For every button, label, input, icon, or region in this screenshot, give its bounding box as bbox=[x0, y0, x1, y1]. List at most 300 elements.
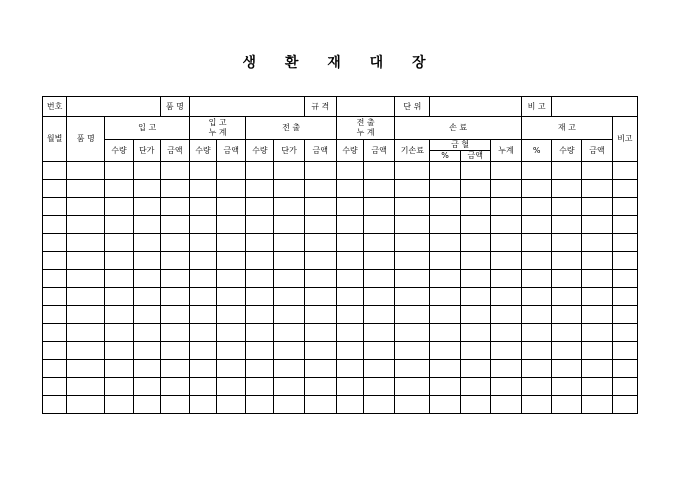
table-cell[interactable] bbox=[189, 216, 216, 234]
table-cell[interactable] bbox=[460, 198, 490, 216]
table-cell[interactable] bbox=[160, 252, 189, 270]
table-cell[interactable] bbox=[67, 324, 105, 342]
table-cell[interactable] bbox=[552, 360, 582, 378]
table-cell[interactable] bbox=[189, 162, 216, 180]
table-cell[interactable] bbox=[582, 324, 612, 342]
table-cell[interactable] bbox=[160, 360, 189, 378]
table-cell[interactable] bbox=[105, 216, 133, 234]
table-cell[interactable] bbox=[304, 198, 336, 216]
table-cell[interactable] bbox=[217, 216, 246, 234]
table-cell[interactable] bbox=[582, 234, 612, 252]
table-cell[interactable] bbox=[133, 198, 160, 216]
table-cell[interactable] bbox=[105, 396, 133, 414]
table-cell[interactable] bbox=[522, 252, 552, 270]
table-cell[interactable] bbox=[364, 198, 395, 216]
table-cell[interactable] bbox=[490, 216, 521, 234]
table-cell[interactable] bbox=[274, 288, 304, 306]
table-cell[interactable] bbox=[274, 162, 304, 180]
table-cell[interactable] bbox=[490, 288, 521, 306]
table-cell[interactable] bbox=[336, 252, 363, 270]
table-cell[interactable] bbox=[490, 360, 521, 378]
table-cell[interactable] bbox=[217, 360, 246, 378]
table-cell[interactable] bbox=[582, 270, 612, 288]
table-cell[interactable] bbox=[160, 162, 189, 180]
table-cell[interactable] bbox=[612, 396, 637, 414]
table-cell[interactable] bbox=[364, 216, 395, 234]
table-cell[interactable] bbox=[105, 288, 133, 306]
table-cell[interactable] bbox=[430, 162, 460, 180]
table-cell[interactable] bbox=[336, 162, 363, 180]
table-cell[interactable] bbox=[430, 270, 460, 288]
table-cell[interactable] bbox=[552, 378, 582, 396]
table-cell[interactable] bbox=[582, 342, 612, 360]
table-cell[interactable] bbox=[246, 360, 274, 378]
table-cell[interactable] bbox=[246, 180, 274, 198]
table-cell[interactable] bbox=[612, 216, 637, 234]
incoming-cum-top: 입 고 bbox=[208, 118, 227, 127]
table-cell[interactable] bbox=[336, 234, 363, 252]
table-cell[interactable] bbox=[217, 396, 246, 414]
table-cell[interactable] bbox=[274, 306, 304, 324]
table-cell[interactable] bbox=[336, 180, 363, 198]
table-cell[interactable] bbox=[160, 306, 189, 324]
table-cell[interactable] bbox=[460, 270, 490, 288]
table-cell[interactable] bbox=[582, 252, 612, 270]
table-cell[interactable] bbox=[364, 162, 395, 180]
table-cell[interactable] bbox=[67, 216, 105, 234]
table-cell[interactable] bbox=[43, 378, 67, 396]
table-cell[interactable] bbox=[217, 378, 246, 396]
table-cell[interactable] bbox=[160, 324, 189, 342]
table-cell[interactable] bbox=[336, 360, 363, 378]
table-cell[interactable] bbox=[612, 252, 637, 270]
table-cell[interactable] bbox=[105, 378, 133, 396]
table-cell[interactable] bbox=[105, 252, 133, 270]
table-cell[interactable] bbox=[336, 198, 363, 216]
table-cell[interactable] bbox=[336, 288, 363, 306]
table-cell[interactable] bbox=[522, 234, 552, 252]
table-cell[interactable] bbox=[430, 396, 460, 414]
table-cell[interactable] bbox=[430, 288, 460, 306]
table-cell[interactable] bbox=[67, 198, 105, 216]
table-cell[interactable] bbox=[460, 216, 490, 234]
table-cell[interactable] bbox=[522, 288, 552, 306]
table-cell[interactable] bbox=[133, 234, 160, 252]
table-cell[interactable] bbox=[304, 396, 336, 414]
table-cell[interactable] bbox=[160, 180, 189, 198]
table-cell[interactable] bbox=[133, 396, 160, 414]
table-cell[interactable] bbox=[582, 216, 612, 234]
table-cell[interactable] bbox=[217, 180, 246, 198]
table-cell[interactable] bbox=[67, 306, 105, 324]
table-cell[interactable] bbox=[395, 378, 430, 396]
table-cell[interactable] bbox=[395, 162, 430, 180]
page-title: 생 환 재 대 장 bbox=[242, 55, 438, 71]
table-cell[interactable] bbox=[460, 288, 490, 306]
table-cell[interactable] bbox=[336, 306, 363, 324]
table-cell[interactable] bbox=[43, 180, 67, 198]
table-cell[interactable] bbox=[217, 270, 246, 288]
table-cell[interactable] bbox=[522, 180, 552, 198]
table-cell[interactable] bbox=[304, 216, 336, 234]
spec-field[interactable] bbox=[336, 97, 394, 117]
table-cell[interactable] bbox=[133, 378, 160, 396]
table-cell[interactable] bbox=[189, 234, 216, 252]
table-cell[interactable] bbox=[364, 288, 395, 306]
table-cell[interactable] bbox=[552, 396, 582, 414]
table-cell[interactable] bbox=[246, 396, 274, 414]
table-cell[interactable] bbox=[582, 360, 612, 378]
table-cell[interactable] bbox=[612, 306, 637, 324]
table-cell[interactable] bbox=[160, 198, 189, 216]
table-cell[interactable] bbox=[189, 270, 216, 288]
table-cell[interactable] bbox=[274, 396, 304, 414]
table-cell[interactable] bbox=[395, 234, 430, 252]
table-cell[interactable] bbox=[430, 360, 460, 378]
table-cell[interactable] bbox=[612, 378, 637, 396]
table-cell[interactable] bbox=[274, 342, 304, 360]
table-cell[interactable] bbox=[582, 378, 612, 396]
incoming-unit-price: 단가 bbox=[133, 140, 160, 162]
table-cell[interactable] bbox=[304, 234, 336, 252]
table-cell[interactable] bbox=[395, 360, 430, 378]
table-cell[interactable] bbox=[612, 198, 637, 216]
number-label: 번호 bbox=[43, 97, 67, 117]
table-cell[interactable] bbox=[490, 324, 521, 342]
table-cell[interactable] bbox=[67, 396, 105, 414]
table-cell[interactable] bbox=[217, 288, 246, 306]
table-cell[interactable] bbox=[43, 396, 67, 414]
table-cell[interactable] bbox=[67, 234, 105, 252]
table-cell[interactable] bbox=[304, 288, 336, 306]
table-cell[interactable] bbox=[460, 252, 490, 270]
table-cell[interactable] bbox=[612, 162, 637, 180]
table-cell[interactable] bbox=[552, 324, 582, 342]
table-cell[interactable] bbox=[67, 342, 105, 360]
table-cell[interactable] bbox=[490, 306, 521, 324]
table-cell[interactable] bbox=[189, 306, 216, 324]
table-cell[interactable] bbox=[612, 360, 637, 378]
table-cell[interactable] bbox=[430, 216, 460, 234]
table-cell[interactable] bbox=[43, 360, 67, 378]
table-cell[interactable] bbox=[460, 180, 490, 198]
table-cell[interactable] bbox=[217, 324, 246, 342]
table-cell[interactable] bbox=[460, 306, 490, 324]
table-cell[interactable] bbox=[67, 288, 105, 306]
remarks-field[interactable] bbox=[552, 97, 638, 117]
table-cell[interactable] bbox=[217, 342, 246, 360]
table-cell[interactable] bbox=[43, 270, 67, 288]
incoming-header: 입 고 bbox=[105, 117, 190, 140]
table-cell[interactable] bbox=[364, 378, 395, 396]
table-cell[interactable] bbox=[364, 180, 395, 198]
table-cell[interactable] bbox=[336, 270, 363, 288]
table-cell[interactable] bbox=[160, 378, 189, 396]
table-cell[interactable] bbox=[133, 252, 160, 270]
table-cell[interactable] bbox=[105, 324, 133, 342]
table-cell[interactable] bbox=[274, 216, 304, 234]
table-cell[interactable] bbox=[105, 234, 133, 252]
table-cell[interactable] bbox=[460, 324, 490, 342]
table-cell[interactable] bbox=[364, 234, 395, 252]
table-cell[interactable] bbox=[522, 342, 552, 360]
table-cell[interactable] bbox=[552, 180, 582, 198]
table-cell[interactable] bbox=[67, 162, 105, 180]
table-cell[interactable] bbox=[395, 342, 430, 360]
table-cell[interactable] bbox=[582, 198, 612, 216]
table-cell[interactable] bbox=[522, 198, 552, 216]
table-cell[interactable] bbox=[189, 198, 216, 216]
table-cell[interactable] bbox=[430, 234, 460, 252]
table-cell[interactable] bbox=[395, 288, 430, 306]
table-cell[interactable] bbox=[522, 360, 552, 378]
table-cell[interactable] bbox=[364, 396, 395, 414]
table-cell[interactable] bbox=[43, 324, 67, 342]
table-cell[interactable] bbox=[217, 198, 246, 216]
table-cell[interactable] bbox=[395, 216, 430, 234]
table-cell[interactable] bbox=[395, 198, 430, 216]
table-cell[interactable] bbox=[364, 270, 395, 288]
table-cell[interactable] bbox=[395, 306, 430, 324]
table-cell[interactable] bbox=[460, 378, 490, 396]
table-row bbox=[43, 324, 638, 342]
table-cell[interactable] bbox=[336, 216, 363, 234]
table-cell[interactable] bbox=[430, 324, 460, 342]
table-cell[interactable] bbox=[189, 252, 216, 270]
table-cell[interactable] bbox=[552, 162, 582, 180]
table-cell[interactable] bbox=[43, 198, 67, 216]
table-cell[interactable] bbox=[336, 324, 363, 342]
table-cell[interactable] bbox=[612, 270, 637, 288]
table-cell[interactable] bbox=[430, 342, 460, 360]
table-cell[interactable] bbox=[189, 288, 216, 306]
table-cell[interactable] bbox=[105, 342, 133, 360]
table-cell[interactable] bbox=[430, 180, 460, 198]
table-cell[interactable] bbox=[246, 252, 274, 270]
table-cell[interactable] bbox=[304, 306, 336, 324]
table-cell[interactable] bbox=[246, 270, 274, 288]
table-cell[interactable] bbox=[430, 378, 460, 396]
table-cell[interactable] bbox=[552, 342, 582, 360]
table-cell[interactable] bbox=[246, 162, 274, 180]
table-cell[interactable] bbox=[105, 306, 133, 324]
table-cell[interactable] bbox=[43, 306, 67, 324]
table-cell[interactable] bbox=[189, 342, 216, 360]
table-cell[interactable] bbox=[67, 378, 105, 396]
table-cell[interactable] bbox=[522, 270, 552, 288]
table-cell[interactable] bbox=[430, 306, 460, 324]
table-cell[interactable] bbox=[522, 216, 552, 234]
table-cell[interactable] bbox=[522, 306, 552, 324]
table-cell[interactable] bbox=[552, 198, 582, 216]
table-cell[interactable] bbox=[304, 252, 336, 270]
table-cell[interactable] bbox=[552, 288, 582, 306]
table-cell[interactable] bbox=[430, 252, 460, 270]
table-cell[interactable] bbox=[105, 360, 133, 378]
table-cell[interactable] bbox=[67, 180, 105, 198]
table-cell[interactable] bbox=[364, 342, 395, 360]
loss-header: 손 료 bbox=[395, 117, 522, 140]
table-cell[interactable] bbox=[246, 306, 274, 324]
table-cell[interactable] bbox=[189, 324, 216, 342]
table-cell[interactable] bbox=[430, 198, 460, 216]
table-cell[interactable] bbox=[246, 288, 274, 306]
table-cell[interactable] bbox=[395, 270, 430, 288]
remarks-header: 비고 bbox=[612, 117, 637, 162]
table-cell[interactable] bbox=[133, 342, 160, 360]
table-cell[interactable] bbox=[160, 396, 189, 414]
table-cell[interactable] bbox=[274, 180, 304, 198]
table-cell[interactable] bbox=[274, 360, 304, 378]
table-cell[interactable] bbox=[105, 270, 133, 288]
table-cell[interactable] bbox=[552, 216, 582, 234]
table-cell[interactable] bbox=[160, 270, 189, 288]
table-cell[interactable] bbox=[133, 216, 160, 234]
table-cell[interactable] bbox=[490, 270, 521, 288]
table-cell[interactable] bbox=[522, 162, 552, 180]
table-cell[interactable] bbox=[217, 306, 246, 324]
number-field[interactable] bbox=[67, 97, 161, 117]
table-cell[interactable] bbox=[217, 252, 246, 270]
table-cell[interactable] bbox=[336, 342, 363, 360]
table-cell[interactable] bbox=[274, 270, 304, 288]
unit-field[interactable] bbox=[430, 97, 522, 117]
unit-label: 단 위 bbox=[395, 97, 430, 117]
table-cell[interactable] bbox=[304, 378, 336, 396]
table-cell[interactable] bbox=[552, 306, 582, 324]
table-cell[interactable] bbox=[582, 288, 612, 306]
table-cell[interactable] bbox=[612, 180, 637, 198]
table-row bbox=[43, 234, 638, 252]
table-cell[interactable] bbox=[522, 396, 552, 414]
table-cell[interactable] bbox=[133, 162, 160, 180]
table-cell[interactable] bbox=[460, 360, 490, 378]
table-cell[interactable] bbox=[217, 234, 246, 252]
table-row bbox=[43, 288, 638, 306]
table-cell[interactable] bbox=[160, 342, 189, 360]
table-cell[interactable] bbox=[364, 252, 395, 270]
table-cell[interactable] bbox=[552, 234, 582, 252]
table-cell[interactable] bbox=[582, 180, 612, 198]
table-cell[interactable] bbox=[522, 378, 552, 396]
ledger-table bbox=[42, 96, 638, 414]
table-cell[interactable] bbox=[133, 324, 160, 342]
table-cell[interactable] bbox=[274, 378, 304, 396]
table-cell[interactable] bbox=[274, 234, 304, 252]
table-cell[interactable] bbox=[395, 324, 430, 342]
table-cell[interactable] bbox=[274, 324, 304, 342]
table-cell[interactable] bbox=[105, 180, 133, 198]
table-cell[interactable] bbox=[336, 378, 363, 396]
table-cell[interactable] bbox=[133, 306, 160, 324]
table-cell[interactable] bbox=[490, 252, 521, 270]
table-cell[interactable] bbox=[582, 162, 612, 180]
table-cell[interactable] bbox=[490, 342, 521, 360]
table-cell[interactable] bbox=[304, 324, 336, 342]
table-cell[interactable] bbox=[160, 288, 189, 306]
table-cell[interactable] bbox=[246, 216, 274, 234]
table-cell[interactable] bbox=[246, 378, 274, 396]
table-cell[interactable] bbox=[274, 198, 304, 216]
table-cell[interactable] bbox=[490, 234, 521, 252]
table-cell[interactable] bbox=[189, 378, 216, 396]
table-cell[interactable] bbox=[490, 162, 521, 180]
table-cell[interactable] bbox=[582, 306, 612, 324]
table-cell[interactable] bbox=[304, 360, 336, 378]
item-field[interactable] bbox=[189, 97, 304, 117]
table-cell[interactable] bbox=[552, 270, 582, 288]
table-cell[interactable] bbox=[612, 342, 637, 360]
table-cell[interactable] bbox=[133, 360, 160, 378]
table-cell[interactable] bbox=[67, 360, 105, 378]
table-cell[interactable] bbox=[304, 162, 336, 180]
table-cell[interactable] bbox=[304, 180, 336, 198]
table-cell[interactable] bbox=[460, 234, 490, 252]
table-cell[interactable] bbox=[582, 396, 612, 414]
table-cell[interactable] bbox=[246, 234, 274, 252]
table-cell[interactable] bbox=[552, 252, 582, 270]
table-cell[interactable] bbox=[246, 324, 274, 342]
table-cell[interactable] bbox=[160, 234, 189, 252]
table-cell[interactable] bbox=[522, 324, 552, 342]
table-cell[interactable] bbox=[490, 396, 521, 414]
table-cell[interactable] bbox=[364, 306, 395, 324]
table-cell[interactable] bbox=[189, 396, 216, 414]
table-cell[interactable] bbox=[460, 396, 490, 414]
table-cell[interactable] bbox=[43, 252, 67, 270]
table-cell[interactable] bbox=[612, 288, 637, 306]
table-cell[interactable] bbox=[43, 216, 67, 234]
table-cell[interactable] bbox=[67, 252, 105, 270]
table-cell[interactable] bbox=[133, 288, 160, 306]
table-cell[interactable] bbox=[246, 198, 274, 216]
table-cell[interactable] bbox=[364, 324, 395, 342]
table-cell[interactable] bbox=[105, 162, 133, 180]
table-cell[interactable] bbox=[336, 396, 363, 414]
table-row bbox=[43, 270, 638, 288]
outgoing-qty: 수량 bbox=[246, 140, 274, 162]
table-cell[interactable] bbox=[189, 360, 216, 378]
table-cell[interactable] bbox=[189, 180, 216, 198]
table-cell[interactable] bbox=[612, 324, 637, 342]
stock-percent: % bbox=[522, 140, 552, 162]
table-cell[interactable] bbox=[274, 252, 304, 270]
table-cell[interactable] bbox=[217, 162, 246, 180]
table-cell[interactable] bbox=[105, 198, 133, 216]
table-cell[interactable] bbox=[460, 162, 490, 180]
table-cell[interactable] bbox=[395, 180, 430, 198]
table-cell[interactable] bbox=[395, 252, 430, 270]
table-cell[interactable] bbox=[67, 270, 105, 288]
table-cell[interactable] bbox=[304, 342, 336, 360]
table-cell[interactable] bbox=[490, 198, 521, 216]
table-cell[interactable] bbox=[612, 234, 637, 252]
table-cell[interactable] bbox=[460, 342, 490, 360]
table-cell[interactable] bbox=[364, 360, 395, 378]
table-cell[interactable] bbox=[160, 216, 189, 234]
table-cell[interactable] bbox=[43, 234, 67, 252]
table-cell[interactable] bbox=[304, 270, 336, 288]
table-cell[interactable] bbox=[395, 396, 430, 414]
table-cell[interactable] bbox=[133, 180, 160, 198]
table-cell[interactable] bbox=[246, 342, 274, 360]
table-cell[interactable] bbox=[490, 180, 521, 198]
table-cell[interactable] bbox=[43, 342, 67, 360]
table-cell[interactable] bbox=[43, 288, 67, 306]
table-cell[interactable] bbox=[133, 270, 160, 288]
table-cell[interactable] bbox=[490, 378, 521, 396]
table-cell[interactable] bbox=[43, 162, 67, 180]
